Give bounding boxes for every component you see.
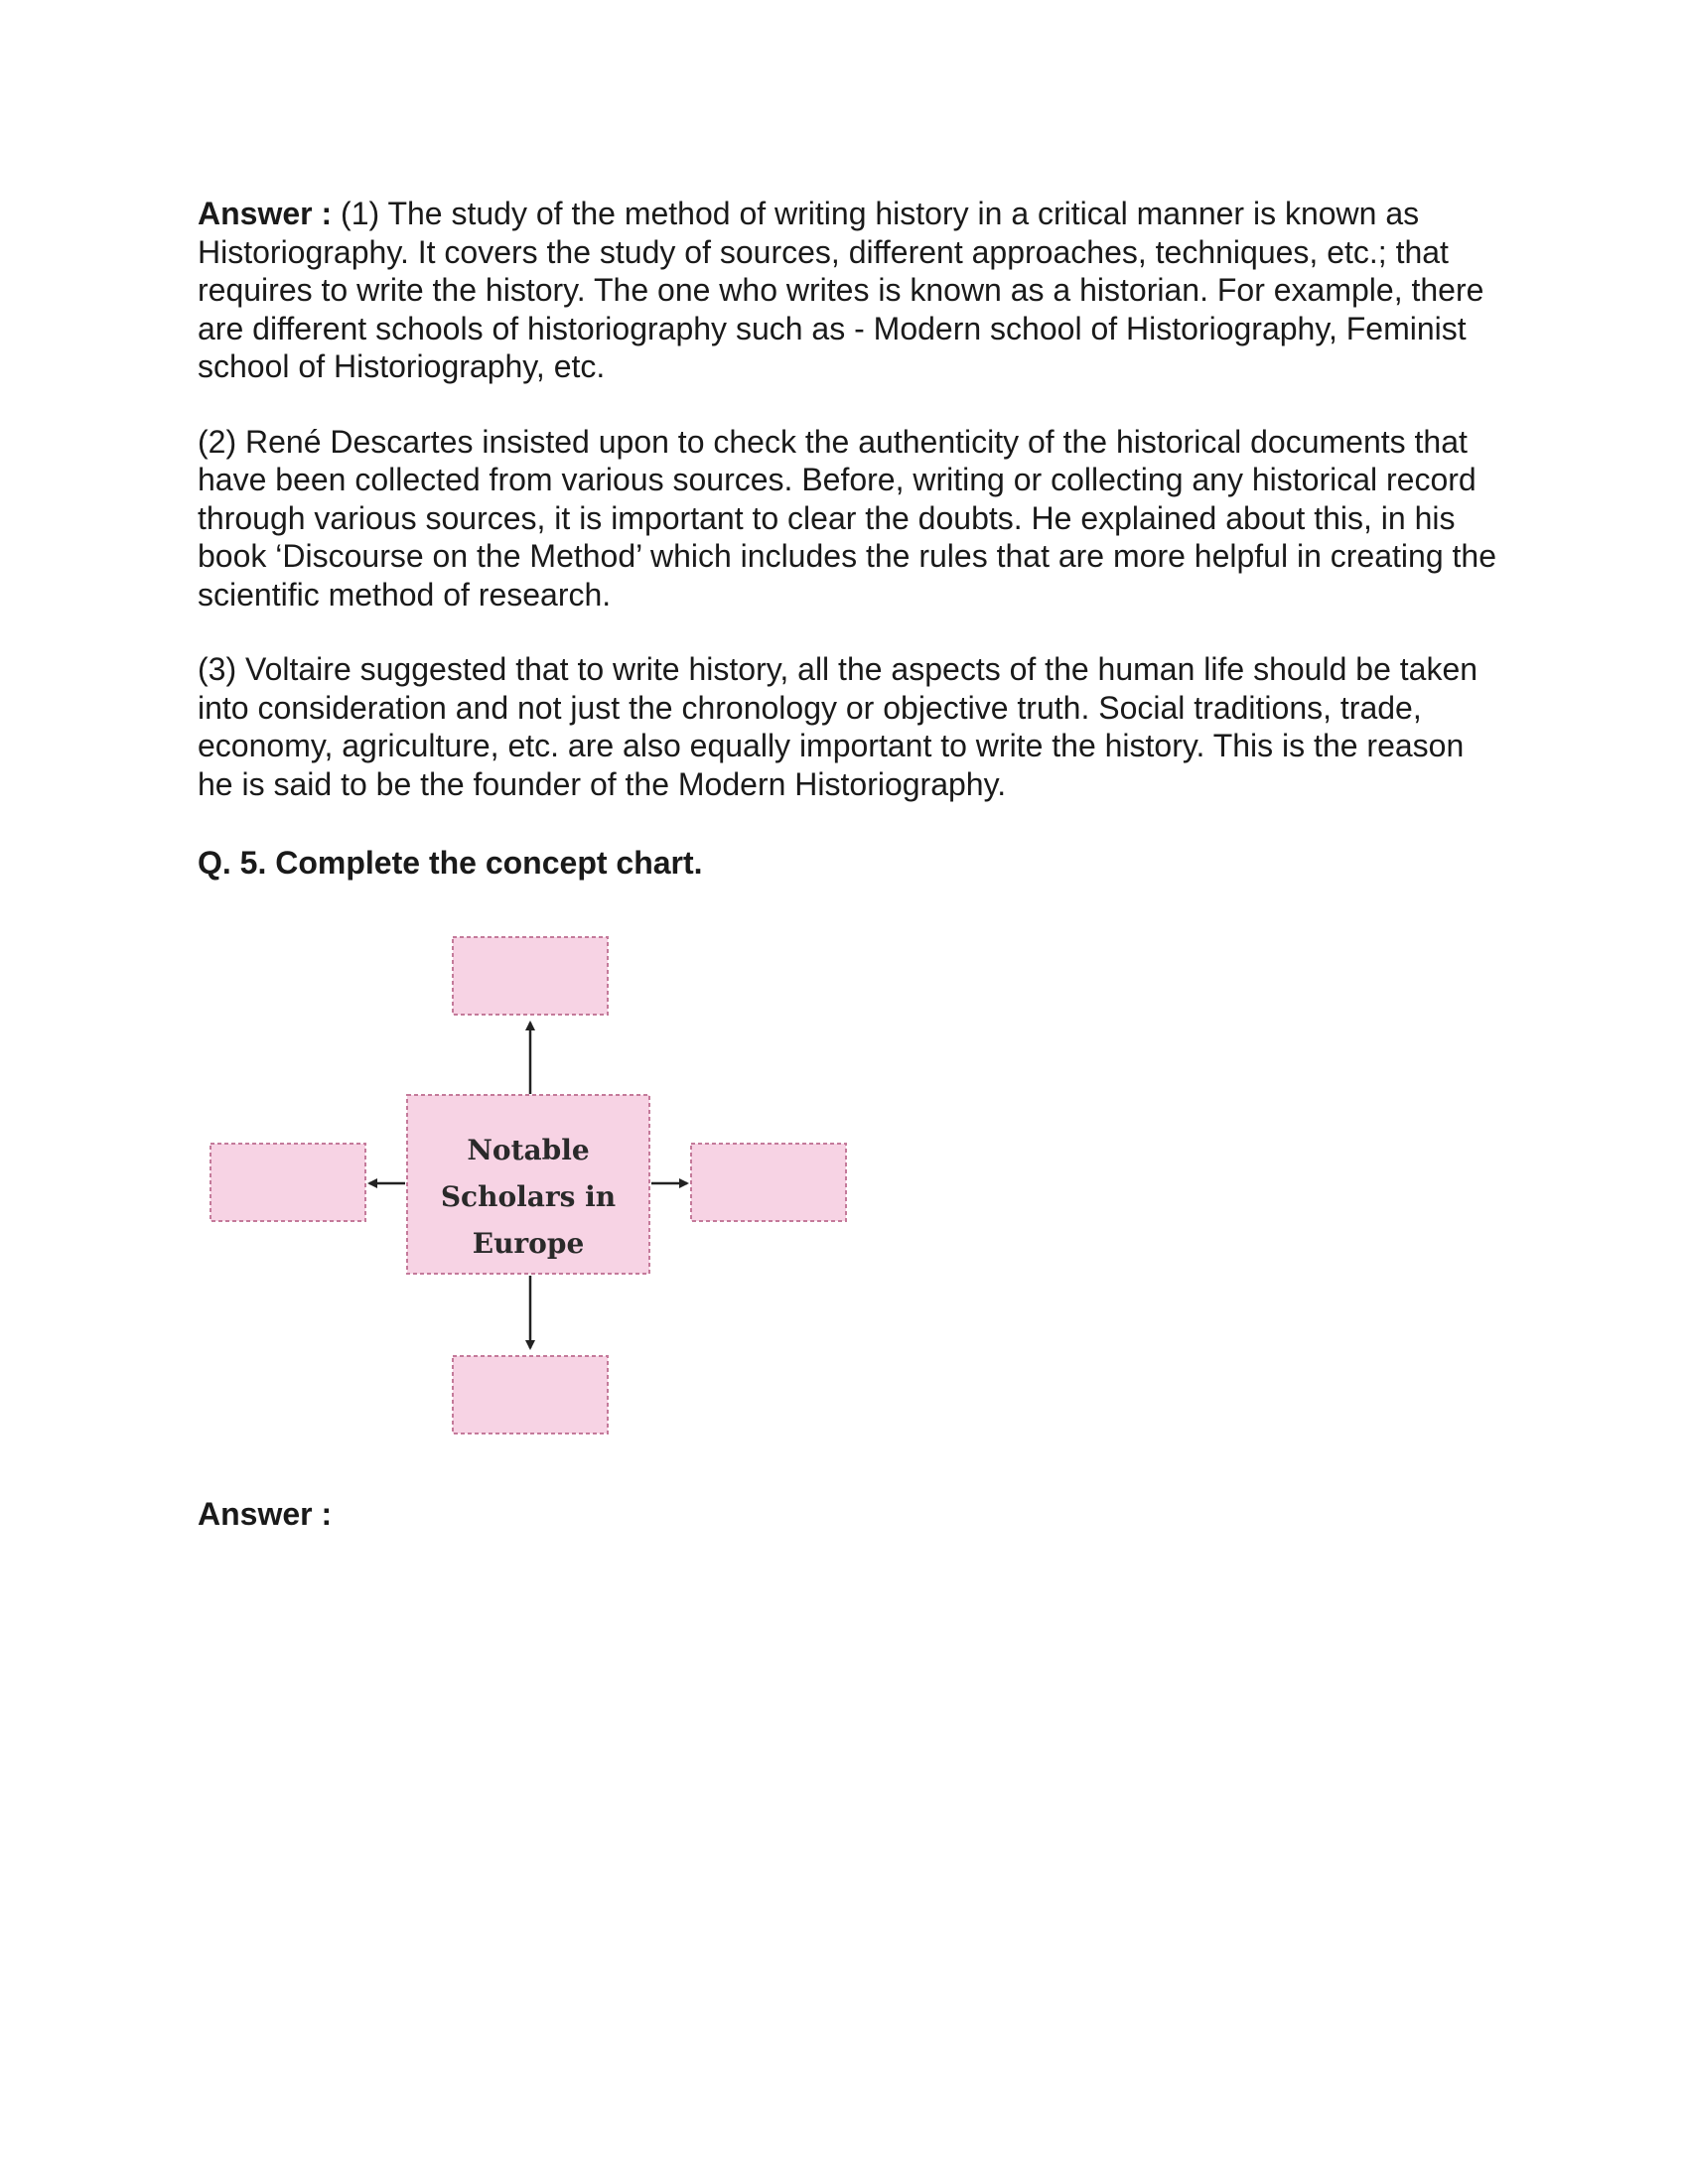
left-empty-box bbox=[211, 1144, 365, 1221]
center-label-line-1: Notable bbox=[467, 1134, 590, 1166]
answer-paragraph-2: (2) René Descartes insisted upon to check the authenticity of the historical documents that have been collected from various sources. Before, writing or collecting any historical record through various sources, it is important to clear the doubts. He explained about this, in his book ‘Discourse on the Method’ which includes the rules that are more helpful in creating the scientific method of research. bbox=[198, 423, 1496, 613]
bottom-empty-box bbox=[453, 1356, 608, 1433]
question-5-heading: Q. 5. Complete the concept chart. bbox=[198, 845, 703, 881]
right-empty-box bbox=[691, 1144, 846, 1221]
center-label-line-3: Europe bbox=[472, 1227, 585, 1260]
answer-label-bold: Answer : bbox=[198, 196, 333, 231]
center-label-line-2: Scholars in bbox=[440, 1180, 617, 1213]
concept-chart-svg bbox=[199, 923, 914, 1479]
answer-paragraph-1-text: (1) The study of the method of writing history in a critical manner is known as Historiography. It covers the study of sources, different approaches, techniques, etc.; that requires to write the history. The one who writes is known as a historian. For example, there are different schools of historiography such as - Modern school of Historiography, Feminist school of Historiography, etc. bbox=[198, 196, 1484, 384]
answer-paragraph-3: (3) Voltaire suggested that to write history, all the aspects of the human life should be taken into consideration and not just the chronology or objective truth. Social traditions, trade, economy, agriculture, etc. are also equally important to write the history. This is the reason he is said to be the founder of the Modern Historiography. bbox=[198, 651, 1478, 802]
answer-block bbox=[198, 195, 1498, 803]
answer-paragraph-1 bbox=[198, 195, 1498, 386]
top-empty-box bbox=[453, 937, 608, 1015]
answer-label-q5: Answer : bbox=[198, 1496, 333, 1532]
concept-chart bbox=[199, 923, 914, 1479]
